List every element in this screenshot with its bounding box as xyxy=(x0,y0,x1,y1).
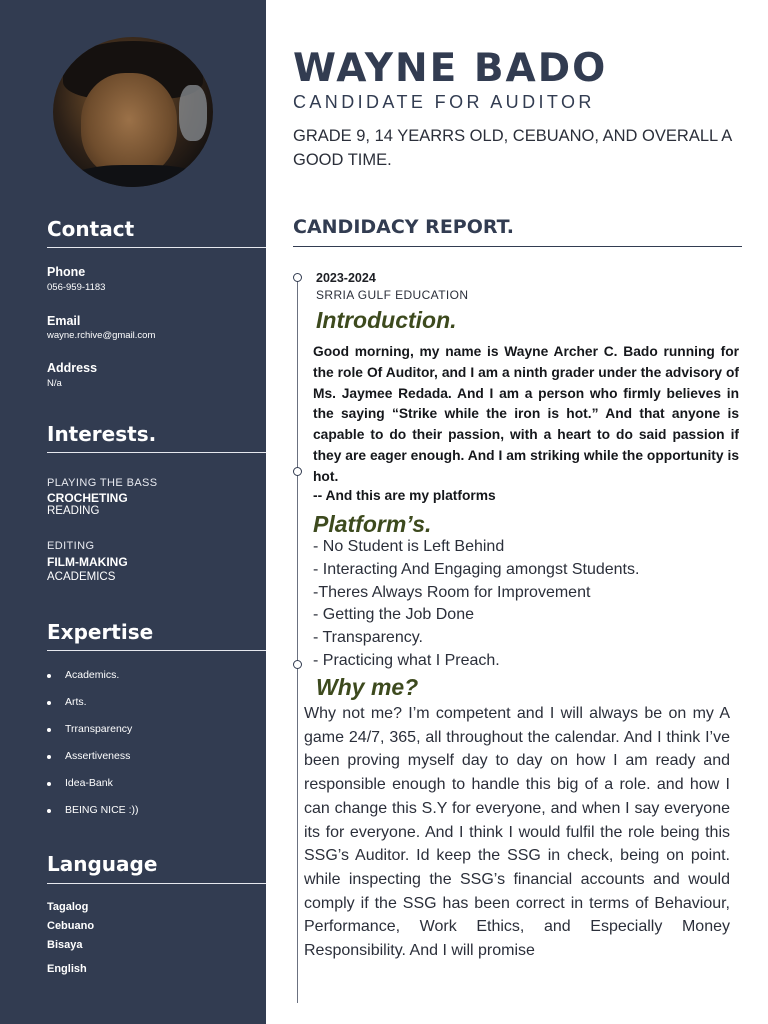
introduction-closing: -- And this are my platforms xyxy=(313,488,496,503)
interest-item: CROCHETING xyxy=(47,491,128,505)
contact-heading: Contact xyxy=(47,217,135,241)
platforms-title: Platform’s. xyxy=(313,511,432,537)
report-title: CANDIDACY REPORT. xyxy=(293,216,514,238)
platform-item: - Transparency. xyxy=(313,629,423,647)
expertise-item: Academics. xyxy=(47,662,139,689)
phone-value: 056-959-1183 xyxy=(47,282,106,293)
address-value: N/a xyxy=(47,378,62,389)
language-item: Bisaya xyxy=(47,939,83,951)
candidate-tagline: GRADE 9, 14 YEARRS OLD, CEBUANO, AND OVERALL A GOOD TIME. xyxy=(293,127,732,169)
sidebar xyxy=(0,0,266,1024)
interest-item: FILM-MAKING xyxy=(47,555,128,569)
expertise-list xyxy=(47,662,139,824)
language-heading: Language xyxy=(47,852,158,876)
language-divider xyxy=(47,883,266,884)
expertise-item: Assertiveness xyxy=(47,743,139,770)
school-year: 2023-2024 xyxy=(316,271,376,285)
interests-heading: Interests. xyxy=(47,422,157,446)
timeline-dot xyxy=(293,467,302,476)
expertise-item: BEING NICE :)) xyxy=(47,797,139,824)
platform-item: -Theres Always Room for Improvement xyxy=(313,583,591,601)
why-me-title: Why me? xyxy=(316,674,419,700)
email-value: wayne.rchive@gmail.com xyxy=(47,330,156,341)
platform-list xyxy=(313,536,639,673)
platform-item: - No Student is Left Behind xyxy=(313,538,505,555)
language-item: English xyxy=(47,963,87,975)
timeline-line xyxy=(297,277,298,1003)
phone-label: Phone xyxy=(47,265,86,279)
interest-item: PLAYING THE BASS xyxy=(47,477,158,489)
why-me-text: Why not me? I’m competent and I will always be on my A game 24/7, 365, all throughout the calendar. And I think I’ve been proving myself day to day on how I am ready and responsible enough to handle this big of a role. and how I can change this S.Y for everyone, and when I say everyone its for everyone. And I think I would fulfil the role being this SSG’s Auditor. Id keep the SSG in check, being on point. while inspecting the SSG’s financial accounts and would comply if the SSG has been correct in terms of Behaviour, Performance, Work Ethics, and Especially Money Responsibility. And I will promise xyxy=(304,705,730,960)
expertise-item: Trransparency xyxy=(47,716,139,743)
expertise-item: Idea-Bank xyxy=(47,770,139,797)
interest-item: ACADEMICS xyxy=(47,571,116,583)
address-label: Address xyxy=(47,361,98,375)
expertise-item: Arts. xyxy=(47,689,139,716)
candidate-name: WAYNE BADO xyxy=(293,46,608,91)
email-label: Email xyxy=(47,314,81,328)
introduction-text: Good morning, my name is Wayne Archer C. Bado running for the role Of Auditor, and I am a ninth grader under the advisory of Ms. Jaymee Redada. And I am a person who firmly believes in the saying “Strike while the iron is hot.” And that anyone is capable to do their passion, with a heart to do said passion if they are eager enough. And I am striking while the opportunity is hot. xyxy=(313,344,739,484)
candidate-role: CANDIDATE FOR AUDITOR xyxy=(293,92,595,112)
language-item: Cebuano xyxy=(47,920,95,932)
school-name: SRRIA GULF EDUCATION xyxy=(316,288,469,302)
timeline-dot xyxy=(293,660,302,669)
report-divider xyxy=(293,246,742,247)
language-item: Tagalog xyxy=(47,901,89,913)
interest-item: EDITING xyxy=(47,540,95,552)
timeline-dot xyxy=(293,273,302,282)
introduction-title: Introduction. xyxy=(316,307,457,333)
platform-item: - Practicing what I Preach. xyxy=(313,651,500,669)
interests-divider xyxy=(47,452,266,453)
expertise-heading: Expertise xyxy=(47,620,154,644)
interest-item: READING xyxy=(47,505,100,517)
profile-photo xyxy=(53,37,213,187)
contact-divider xyxy=(47,247,266,248)
platform-item: - Interacting And Engaging amongst Students. xyxy=(313,560,640,578)
expertise-divider xyxy=(47,650,266,651)
platform-item: - Getting the Job Done xyxy=(313,606,474,624)
